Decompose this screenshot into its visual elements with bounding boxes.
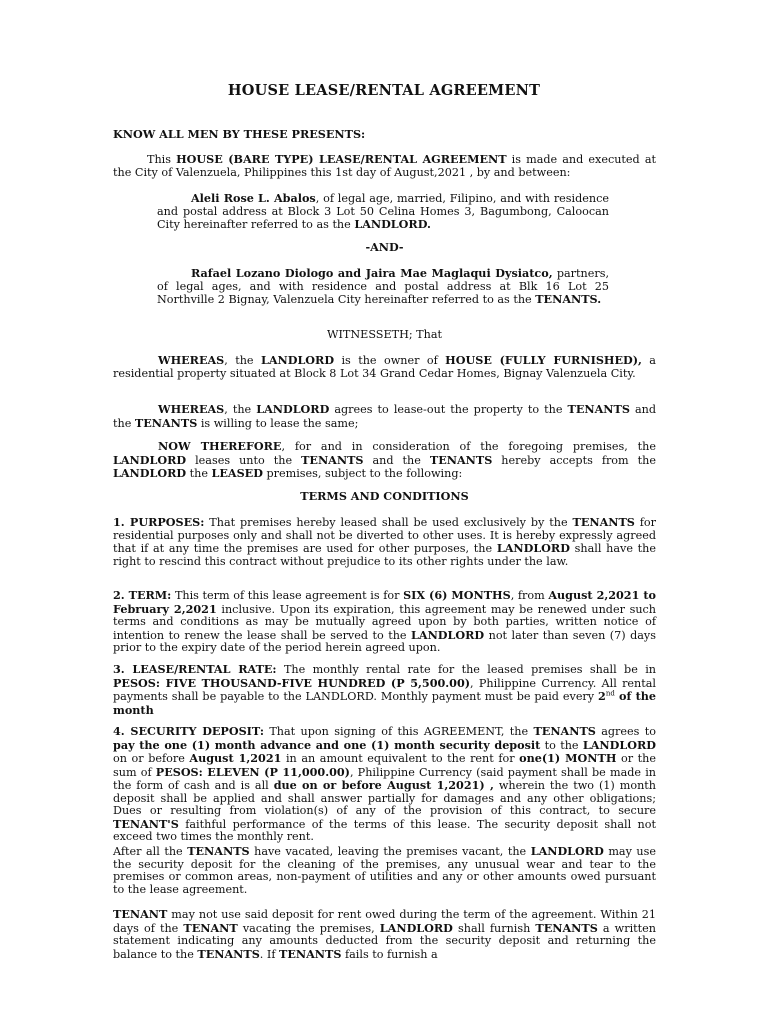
whereas-lease-paragraph xyxy=(113,403,656,430)
text: is willing to lease the same; xyxy=(197,416,359,430)
text: the xyxy=(186,467,212,480)
text: faithful performance of the terms of this lease. The security deposit shall not exceed two times the monthly rent. xyxy=(113,817,656,843)
bold-text: TENANTS xyxy=(533,724,596,738)
witnesseth-heading xyxy=(113,329,656,342)
text: , of legal age, married, Filipino, and with residence and postal address at Block 3 Lot 50 Celina Homes 3, Bagumbong, Caloocan City hereinafter referred to as the xyxy=(157,192,609,231)
text: , Philippine Currency. All rental payments shall be payable to the LANDLORD. Monthly payment must be paid every xyxy=(113,676,656,703)
bold-text: TENANTS xyxy=(429,452,493,467)
text: That premises hereby leased shall be used exclusively by the xyxy=(204,516,573,529)
bold-text: LANDLORD xyxy=(260,353,335,367)
text: shall have the right to rescind this contract without prejudice to its other rights under the law. xyxy=(113,542,656,568)
text: to the xyxy=(540,738,583,752)
and-text: -AND- xyxy=(365,240,404,254)
intro-paragraph xyxy=(113,153,656,179)
bold-text: TENANT xyxy=(183,920,238,935)
text: . If xyxy=(259,947,280,961)
bold-text: TENANTS xyxy=(197,946,260,961)
bold-text: LANDLORD xyxy=(379,920,453,935)
know-all-text: KNOW ALL MEN BY THESE PRESENTS: xyxy=(113,127,366,141)
section-rental-rate xyxy=(113,663,656,717)
text: , the xyxy=(224,354,261,367)
text: inclusive. Upon its expiration, this agreement may be renewed under such terms and conditions as may be mutually agreed upon by both parties, written notice of intention to renew the lease shall be served to the xyxy=(113,602,657,642)
bold-text: TENANTS xyxy=(279,946,342,961)
witnesseth-text: WITNESSETH; That xyxy=(326,328,442,341)
section-heading: 3. LEASE/RENTAL RATE: xyxy=(113,662,277,676)
bold-text: TENANTS xyxy=(134,415,198,430)
text: This xyxy=(147,153,177,166)
landlord-party-paragraph xyxy=(157,192,609,232)
bold-text: TENANTS xyxy=(535,920,598,935)
section-term xyxy=(113,589,656,655)
landlord-name: Aleli Rose L. Abalos xyxy=(191,191,316,205)
bold-text: TENANTS xyxy=(187,844,250,858)
bold-text: LEASED xyxy=(211,466,263,480)
bold-text: August 2,2021 to February 2,2021 xyxy=(113,588,656,616)
bold-text: HOUSE (FULLY FURNISHED), xyxy=(445,353,642,367)
text: After all the xyxy=(113,845,188,858)
text: , for and in consideration of the foregoing premises, the xyxy=(281,440,656,453)
ordinal-suffix: nd xyxy=(605,689,615,698)
section-security-deposit xyxy=(113,725,656,844)
bold-text: TENANTS xyxy=(572,515,635,529)
bold-text: LANDLORD xyxy=(530,844,604,858)
bold-text: LANDLORD xyxy=(411,627,485,642)
text: or the sum of xyxy=(113,752,656,779)
bold-text: SIX (6) MONTHS xyxy=(403,588,511,602)
text: in an amount equivalent to the rent for xyxy=(281,752,520,765)
know-all-heading xyxy=(113,128,656,142)
tenants-party-paragraph xyxy=(157,267,609,307)
bold-text: PESOS: ELEVEN (P 11,000.00) xyxy=(155,764,350,779)
text: This term of this lease agreement is for xyxy=(171,589,404,602)
after-vacated-paragraph xyxy=(113,845,656,896)
bold-text: WHEREAS xyxy=(158,402,225,416)
bold-text: LANDLORD xyxy=(256,402,330,416)
whereas-owner-paragraph xyxy=(113,354,656,380)
text: on or before xyxy=(113,752,190,765)
text: leases unto the xyxy=(186,453,302,467)
text: agrees to lease-out the property to the xyxy=(329,403,568,416)
bold-text: TENANT'S xyxy=(113,816,179,831)
bold-text: 2 xyxy=(598,689,606,703)
text: is the owner of xyxy=(334,354,446,367)
bold-text: of the month xyxy=(113,689,656,717)
bold-text: August 1,2021 xyxy=(189,751,282,765)
bold-text: LANDLORD xyxy=(113,452,187,467)
bold-text: TENANTS xyxy=(301,452,364,467)
text: and the xyxy=(363,453,430,467)
text: may use the security deposit for the cleaning of the premises, any unusual wear and tear to the premises or common areas, non-payment of utilities and any or other amounts owed pursuant to the lease agreement. xyxy=(113,845,657,896)
text: partners, of legal ages, and with residence and postal address at Blk 16 Lot 25 Northville 2 Bignay, Valenzuela City hereinafter referred to as the xyxy=(157,267,609,306)
and-separator xyxy=(113,241,656,255)
bold-text: LANDLORD xyxy=(582,737,656,752)
section-purposes xyxy=(113,516,656,568)
text: a written statement indicating any amounts deducted from the security deposit and returning the balance to the xyxy=(113,921,656,961)
now-therefore-paragraph xyxy=(113,440,656,481)
bold-text: TENANTS xyxy=(567,402,630,416)
section-heading: 2. TERM: xyxy=(113,588,172,602)
section-heading: 1. PURPOSES: xyxy=(113,515,205,529)
tenants-role: TENANTS. xyxy=(535,292,602,306)
landlord-role: LANDLORD. xyxy=(354,217,431,231)
text: is made and executed at the City of Valenzuela, Philippines this 1st day of August,2021 , by and between: xyxy=(113,153,656,179)
bold-text: due on or before August 1,2021) , xyxy=(273,778,494,792)
text: shall furnish xyxy=(452,921,536,935)
terms-heading-text: TERMS AND CONDITIONS xyxy=(300,489,469,503)
text: not later than seven (7) days prior to the expiry date of the period herein agreed upon. xyxy=(113,628,656,654)
text: hereby accepts from the xyxy=(492,453,656,467)
bold-text: TENANT xyxy=(113,907,168,921)
text: vacating the premises, xyxy=(237,921,380,935)
text: , from xyxy=(510,589,549,602)
text: agrees to xyxy=(595,725,656,738)
text: and the xyxy=(113,403,657,430)
text: , the xyxy=(224,403,257,416)
bold-text: LANDLORD xyxy=(496,541,570,555)
tenants-names: Rafael Lozano Diologo and Jaira Mae Maglaqui Dysiatco, xyxy=(191,266,553,280)
bold-text: NOW THEREFORE xyxy=(158,439,282,453)
tenant-deposit-paragraph xyxy=(113,908,656,961)
agreement-type: HOUSE (BARE TYPE) LEASE/RENTAL AGREEMENT xyxy=(176,152,507,166)
text: for residential purposes only and shall not be diverted to other uses. It is hereby expressly agreed that if at any time the premises are used for other purposes, the xyxy=(113,516,657,555)
bold-text: PESOS: FIVE THOUSAND-FIVE HUNDRED (P 5,500.00) xyxy=(113,675,471,690)
document-title: HOUSE LEASE/RENTAL AGREEMENT xyxy=(227,82,541,99)
bold-text: LANDLORD xyxy=(113,466,187,480)
section-heading: 4. SECURITY DEPOSIT: xyxy=(113,724,264,738)
bold-text: one(1) MONTH xyxy=(519,751,617,765)
bold-text: pay the one (1) month advance and one (1) month security deposit xyxy=(113,737,541,752)
text: may not use said deposit for rent owed during the term of the agreement. Within 21 days of the xyxy=(113,908,656,935)
text: wherein the two (1) month deposit shall be applied and shall answer partially for damages and any other obligations; Dues or resulting from violation(s) of any of the provision of this contract, to secure xyxy=(113,779,656,817)
text: The monthly rental rate for the leased premises shall be in xyxy=(276,663,656,676)
text: premises, subject to the following: xyxy=(262,467,463,480)
bold-text: WHEREAS xyxy=(158,353,225,367)
terms-heading xyxy=(113,490,656,504)
text: fails to furnish a xyxy=(341,947,438,961)
text: That upon signing of this AGREEMENT, the xyxy=(263,725,534,738)
text: a residential property situated at Block 8 Lot 34 Grand Cedar Homes, Bignay Valenzuela City. xyxy=(113,354,656,380)
text: have vacated, leaving the premises vacant, the xyxy=(249,845,531,858)
text: , Philippine Currency (said payment shall be made in the form of cash and is all xyxy=(113,765,656,792)
